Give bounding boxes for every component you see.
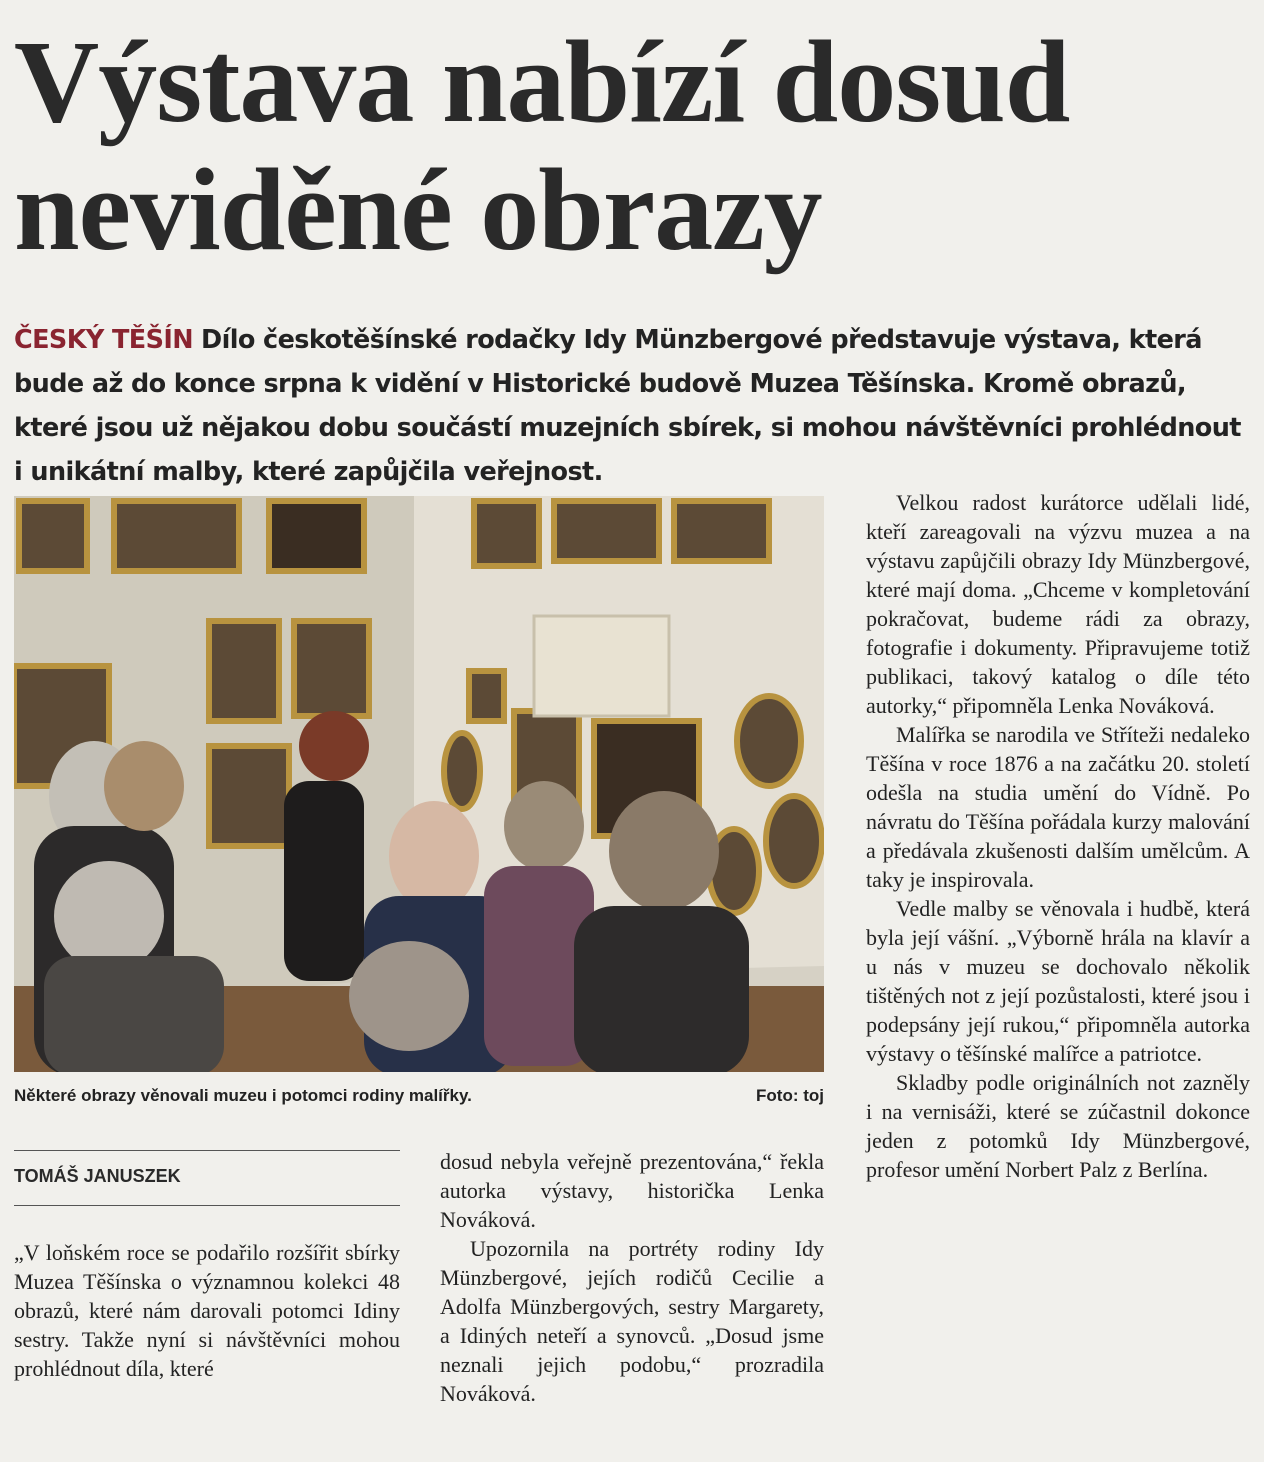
lead-paragraph: [14, 318, 1250, 494]
body-paragraph: „V loňském roce se podařilo rozšířit sbírky Muzea Těšínska o významnou kolekci 48 obrazů, které nám darovali potomci Idiny sestry. Takže nyní si návštěvníci mohou prohlédnout díla, které: [14, 1240, 400, 1381]
photo-caption-text: Některé obrazy věnovali muzeu i potomci rodiny malířky.: [14, 1086, 472, 1105]
body-paragraph: Upozornila na portréty rodiny Idy Münzbergové, jejích rodičů Cecilie a Adolfa Münzbergových, sestry Margarety, a Idiných neteří a synovců. „Dosud jsme neznali jejich podobu,“ prozradila Nováková.: [440, 1236, 824, 1406]
byline: TOMÁŠ JANUSZEK: [14, 1166, 181, 1186]
body-paragraph: Malířka se narodila ve Stříteži nedaleko Těšína v roce 1876 a na začátku 20. století odešla na studia umění do Vídně. Po návratu do Těšína pořádala kurzy malování a předávala zkušenosti dalším umělcům. A taky je inspirovala.: [866, 722, 1250, 892]
body-column-3: [866, 488, 1250, 1184]
body-column-2: [440, 1147, 824, 1408]
photo-caption: [14, 1086, 824, 1106]
dateline: ČESKÝ TĚŠÍN: [14, 325, 194, 355]
body-column-1: [14, 1238, 400, 1383]
exhibition-photo: [14, 496, 824, 1072]
lead-text: Dílo českotěšínské rodačky Idy Münzbergové představuje výstava, která bude až do konce srpna k vidění v Historické budově Muzea Těšínska. Kromě obrazů, které jsou už nějakou dobu součástí muzejních sbírek, si mohou návštěvníci prohlédnout i unikátní malby, které zapůjčila veřejnost.: [14, 325, 1241, 487]
body-paragraph: Vedle malby se věnovala i hudbě, která byla její vášní. „Výborně hrála na klavír a u nás v muzeu se dochovalo několik tištěných not z její pozůstalosti, které jsou i podepsány její rukou,“ připomněla autorka výstavy o těšínské malířce a patriotce.: [866, 896, 1250, 1066]
headline: Výstava nabízí dosud neviděné obrazy: [14, 16, 1070, 275]
exhibition-photo-illustration: [14, 496, 824, 1072]
byline-rule-top: [14, 1150, 400, 1151]
photo-credit: Foto: toj: [756, 1086, 824, 1105]
body-paragraph: Velkou radost kurátorce udělali lidé, kteří zareagovali na výzvu muzea a na výstavu zapůjčili obrazy Idy Münzbergové, které mají doma. „Chceme v kompletování pokračovat, budeme rádi za obrazy, fotografie i dokumenty. Připravujeme totiž publikaci, takový katalog o díle této autorky,“ připomněla Lenka Nováková.: [866, 490, 1250, 718]
byline-rule-bottom: [14, 1205, 400, 1206]
body-paragraph: dosud nebyla veřejně prezentována,“ řekla autorka výstavy, historička Lenka Nováková.: [440, 1149, 824, 1232]
body-paragraph: Skladby podle originálních not zazněly i na vernisáži, které se zúčastnil dokonce jeden z potomků Idy Münzbergové, profesor umění Norbert Palz z Berlína.: [866, 1070, 1250, 1182]
